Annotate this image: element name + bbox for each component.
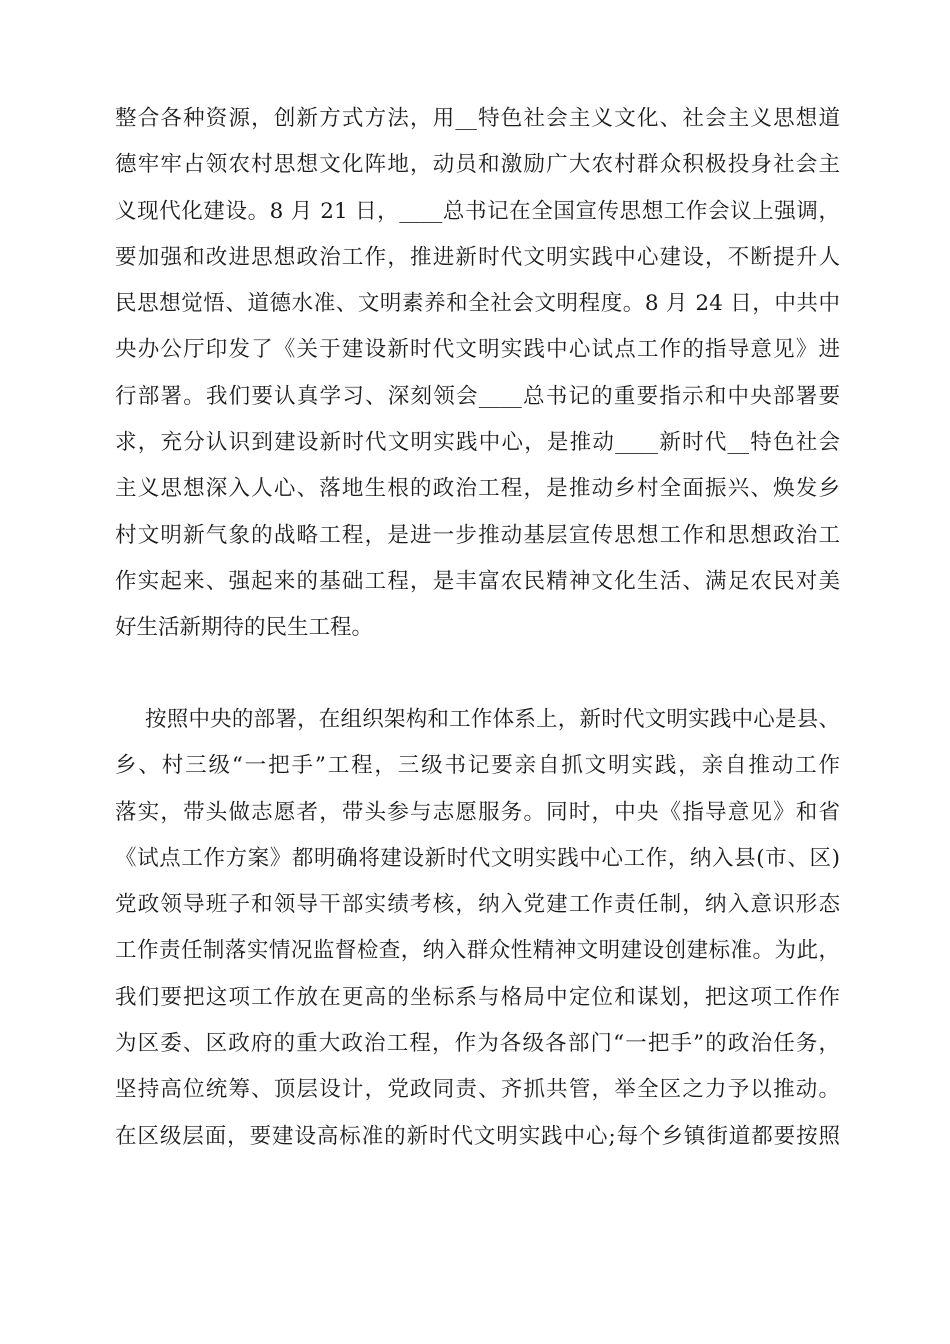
text-line: 行部署。我们要认真学习、深刻领会____总书记的重要指示和中央部署要 <box>115 383 840 409</box>
text-line: 义现代化建设。8 月 21 日，____总书记在全国宣传思想工作会议上强调， <box>115 198 840 224</box>
paragraph-1 <box>115 96 840 652</box>
text-line: 《试点工作方案》都明确将建设新时代文明实践中心工作，纳入县(市、区) <box>115 845 840 871</box>
text-line: 求，充分认识到建设新时代文明实践中心，是推动____新时代__特色社会 <box>115 430 840 456</box>
text-line: 落实，带头做志愿者，带头参与志愿服务。同时，中央《指导意见》和省 <box>115 799 840 825</box>
text-line: 在区级层面，要建设高标准的新时代文明实践中心;每个乡镇街道都要按照 <box>115 1123 840 1149</box>
text-line: 为区委、区政府的重大政治工程，作为各级各部门“一把手”的政治任务， <box>115 1031 840 1057</box>
text-line: 要加强和改进思想政治工作，推进新时代文明实践中心建设，不断提升人 <box>115 244 840 270</box>
paragraph-2 <box>115 697 840 1160</box>
text-line: 整合各种资源，创新方式方法，用__特色社会主义文化、社会主义思想道 <box>115 106 840 131</box>
text-line: 德牢牢占领农村思想文化阵地，动员和激励广大农村群众积极投身社会主 <box>115 152 840 178</box>
text-line: 好生活新期待的民生工程。 <box>115 615 374 641</box>
text-line: 作实起来、强起来的基础工程，是丰富农民精神文化生活、满足农民对美 <box>115 568 840 594</box>
text-line: 按照中央的部署，在组织架构和工作体系上，新时代文明实践中心是县、 <box>145 707 840 732</box>
text-line: 我们要把这项工作放在更高的坐标系与格局中定位和谋划，把这项工作作 <box>115 984 840 1010</box>
text-line: 央办公厅印发了《关于建设新时代文明实践中心试点工作的指导意见》进 <box>115 337 840 363</box>
text-line: 村文明新气象的战略工程，是进一步推动基层宣传思想工作和思想政治工 <box>115 522 840 548</box>
text-line: 坚持高位统筹、顶层设计，党政同责、齐抓共管，举全区之力予以推动。 <box>115 1077 840 1103</box>
text-line: 工作责任制落实情况监督检查，纳入群众性精神文明建设创建标准。为此， <box>115 938 840 964</box>
text-line: 乡、村三级“一把手”工程，三级书记要亲自抓文明实践，亲自推动工作 <box>115 753 840 779</box>
text-line: 主义思想深入人心、落地生根的政治工程，是推动乡村全面振兴、焕发乡 <box>115 476 840 502</box>
text-line: 党政领导班子和领导干部实绩考核，纳入党建工作责任制，纳入意识形态 <box>115 892 840 918</box>
text-line: 民思想觉悟、道德水准、文明素养和全社会文明程度。8 月 24 日，中共中 <box>115 291 840 317</box>
